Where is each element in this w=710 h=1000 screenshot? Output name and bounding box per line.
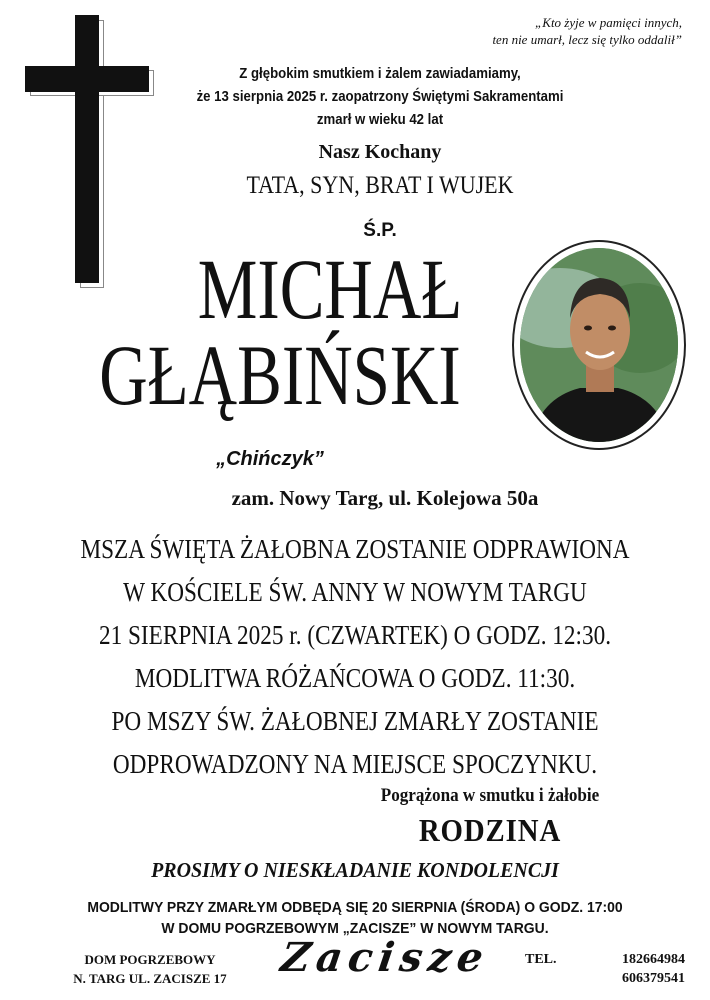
family-signature: RODZINA bbox=[418, 812, 562, 848]
mass-announcement bbox=[50, 528, 661, 786]
intro-line-1: Z głębokim smutkiem i żalem zawiadamiamy, bbox=[239, 65, 521, 82]
funeral-home-name: DOM POGRZEBOWY bbox=[84, 952, 216, 967]
mass-line: ODPROWADZONY NA MIEJSCE SPOCZYNKU. bbox=[112, 749, 598, 779]
mass-line: W KOŚCIELE ŚW. ANNY W NOWYM TARGU bbox=[123, 577, 587, 607]
funeral-home-address: N. TARG UL. ZACISZE 17 bbox=[73, 971, 227, 986]
portrait-illustration bbox=[520, 248, 678, 442]
mass-line: PO MSZY ŚW. ŻAŁOBNEJ ZMARŁY ZOSTANIE bbox=[111, 706, 599, 736]
intro-line-3: zmarł w wieku 42 lat bbox=[316, 111, 444, 128]
mass-line: MSZA ŚWIĘTA ŻAŁOBNA ZOSTANIE ODPRAWIONA bbox=[80, 534, 630, 564]
intro-line-2: że 13 sierpnia 2025 r. zaopatrzony Świętymi Sakramentami bbox=[196, 88, 564, 105]
quote-line-1: „Kto żyje w pamięci innych, bbox=[535, 15, 682, 30]
memorial-quote bbox=[442, 14, 682, 48]
prayers-line-1: MODLITWY PRZY ZMARŁYM ODBĘDĄ SIĘ 20 SIERPNIA (ŚRODA) O GODZ. 17:00 bbox=[87, 899, 623, 916]
mass-line: MODLITWA RÓŻAŃCOWA O GODZ. 11:30. bbox=[134, 663, 576, 693]
residence-address: zam. Nowy Targ, ul. Kolejowa 50a bbox=[231, 486, 539, 510]
condolences-notice: PROSIMY O NIESKŁADANIE KONDOLENCJI bbox=[151, 858, 559, 882]
funeral-home-info bbox=[40, 950, 260, 988]
portrait-photo bbox=[520, 248, 678, 442]
quote-line-2: ten nie umarł, lecz się tylko oddalił” bbox=[492, 32, 682, 47]
zacisze-logo: Zacisze bbox=[278, 934, 492, 981]
phone-number: 182664984 bbox=[622, 952, 685, 967]
phone-number: 606379541 bbox=[622, 971, 685, 986]
last-name: GŁĄBIŃSKI bbox=[99, 327, 461, 423]
intro-text bbox=[178, 62, 583, 131]
first-name: MICHAŁ bbox=[197, 241, 463, 337]
tel-label: TEL. bbox=[525, 952, 557, 967]
prayers-line-2: W DOMU POGRZEBOWYM „ZACISZE” W NOWYM TARGU. bbox=[161, 920, 549, 937]
mourning-text: Pogrążona w smutku i żałobie bbox=[380, 785, 600, 806]
nasz-kochany: Nasz Kochany bbox=[318, 141, 442, 163]
relation-line: TATA, SYN, BRAT I WUJEK bbox=[246, 172, 514, 199]
nickname: „Chińczyk” bbox=[216, 448, 324, 470]
sp-label: Ś.P. bbox=[363, 220, 397, 241]
prayers-notice bbox=[25, 897, 685, 939]
funeral-home-phones bbox=[525, 950, 685, 988]
mass-line: 21 SIERPNIA 2025 r. (CZWARTEK) O GODZ. 12:30. bbox=[98, 620, 611, 650]
